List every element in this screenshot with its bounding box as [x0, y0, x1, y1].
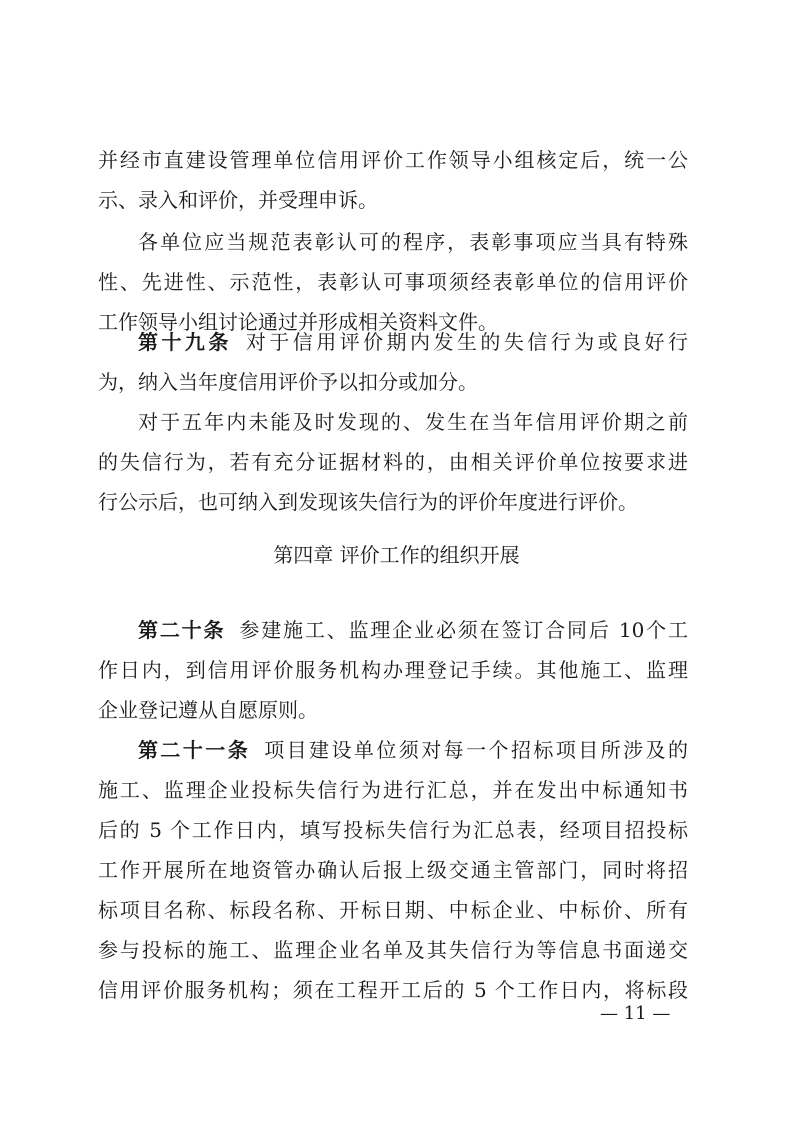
text-line: 行公示后，也可纳入到发现该失信行为的评价年度进行评价。: [98, 490, 638, 514]
text-line: 后的 5 个工作日内，填写投标失信行为汇总表，经项目招投标: [98, 818, 688, 842]
text-line: 企业登记遵从自愿原则。: [98, 698, 318, 722]
text-line: 项目建设单位须对每一个招标项目所涉及的: [264, 738, 689, 762]
article-label: 第二十条: [138, 618, 226, 642]
article-20-line: [138, 610, 688, 650]
article-label: 第二十一条: [138, 738, 251, 762]
text-line: 参建施工、监理企业必须在签订合同后 10个工: [239, 618, 689, 642]
text-line: 的失信行为，若有充分证据材料的，由相关评价单位按要求进: [98, 450, 688, 474]
article-19-line: [138, 322, 688, 362]
text-line: 对于五年内未能及时发现的、发生在当年信用评价期之前: [138, 410, 688, 434]
text-line: 性、先进性、示范性，表彰认可事项须经表彰单位的信用评价: [98, 270, 688, 294]
page-number: — 11 —: [600, 1003, 671, 1024]
text-line: 施工、监理企业投标失信行为进行汇总，并在发出中标通知书: [98, 778, 688, 802]
text-line: 示、录入和评价，并受理申诉。: [98, 188, 378, 212]
text-line: 标项目名称、标段名称、开标日期、中标企业、中标价、所有: [98, 898, 688, 922]
text-line: 工作开展所在地资管办确认后报上级交通主管部门，同时将招: [98, 858, 688, 882]
chapter-heading: 第四章 评价工作的组织开展: [273, 543, 520, 567]
article-21-line: [138, 730, 688, 770]
text-line: 各单位应当规范表彰认可的程序，表彰事项应当具有特殊: [138, 230, 688, 254]
text-line: 参与投标的施工、监理企业名单及其失信行为等信息书面递交: [98, 938, 688, 962]
text-line: 信用评价服务机构；须在工程开工后的 5 个工作日内，将标段: [98, 978, 688, 1002]
text-line: 工作领导小组讨论通过并形成相关资料文件。: [98, 310, 498, 334]
text-line: 并经市直建设管理单位信用评价工作领导小组核定后，统一公: [98, 148, 688, 172]
article-label: 第十九条: [138, 330, 232, 354]
text-line: 作日内，到信用评价服务机构办理登记手续。其他施工、监理: [98, 658, 688, 682]
text-line: 对于信用评价期内发生的失信行为或良好行: [245, 330, 689, 354]
text-line: 为，纳入当年度信用评价予以扣分或加分。: [98, 370, 478, 394]
